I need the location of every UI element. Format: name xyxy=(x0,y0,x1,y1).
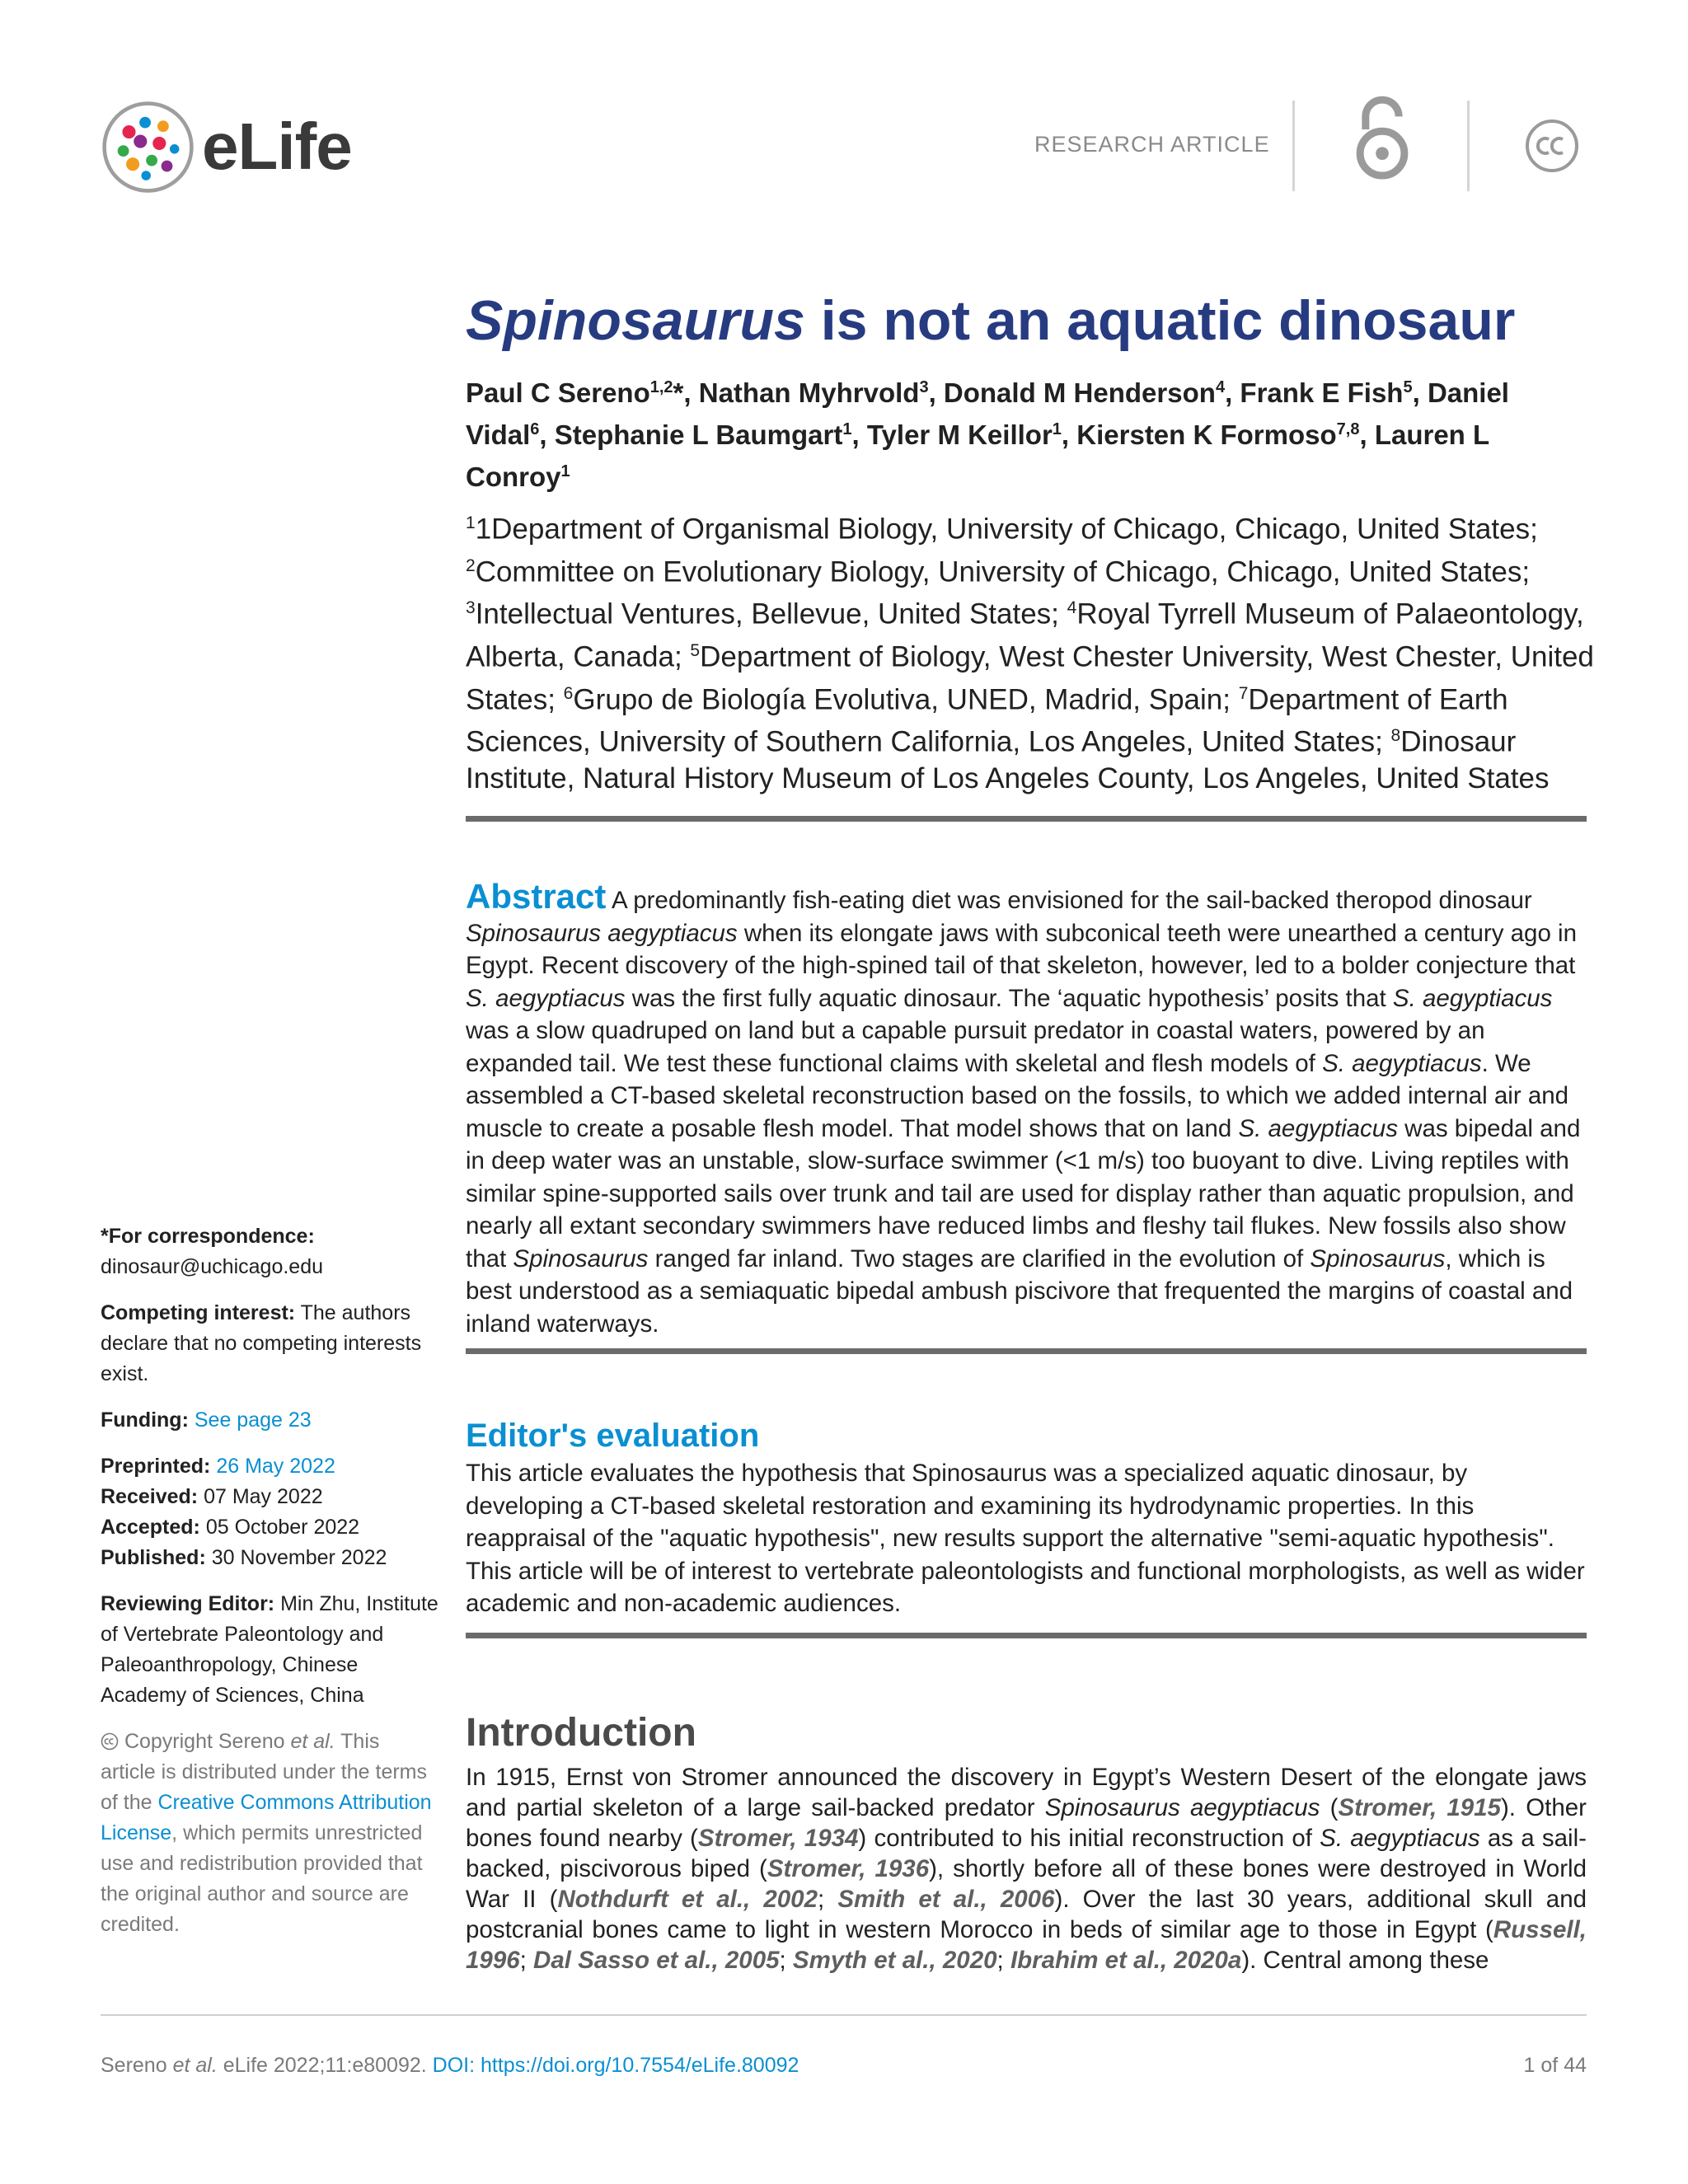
author-affiliation-marker: 1 xyxy=(842,420,852,438)
abstract-text: was a slow quadruped on land but a capable pursuit predator in coastal waters, powered by an expanded tail. We test these functional claims with skeletal and flesh models of xyxy=(466,1017,1485,1077)
author-separator: , xyxy=(539,419,555,450)
affiliation-number: 5 xyxy=(690,640,701,660)
published-label: Published: xyxy=(101,1546,206,1569)
author-affiliation-marker: 7,8 xyxy=(1336,420,1360,438)
creative-commons-icon xyxy=(1525,119,1579,173)
abstract-taxon: S. aegyptiacus xyxy=(1322,1049,1482,1077)
elife-logo-icon xyxy=(101,100,195,194)
footer-journal: eLife 2022;11:e80092. xyxy=(217,2054,433,2077)
affiliation-text: Committee on Evolutionary Biology, University of Chicago, Chicago, United States; xyxy=(475,555,1531,588)
author-affiliation-marker: 1,2 xyxy=(649,378,673,396)
author-separator: , xyxy=(928,377,944,408)
accepted-date: 05 October 2022 xyxy=(205,1516,360,1539)
citation-link[interactable]: Russell, 1996 xyxy=(466,1916,1587,1974)
affiliation-number: 1 xyxy=(466,513,476,532)
funding-block xyxy=(101,1405,438,1436)
affiliation-number: 6 xyxy=(563,683,574,703)
intro-text: In 1915, Ernst von Stromer announced the discovery in Egypt’s Western Desert of the elongate jaws and partial skeleton of a large sail-backed predator xyxy=(466,1764,1587,1821)
article-title xyxy=(466,288,1595,353)
intro-taxon: S. aegyptiacus xyxy=(1320,1825,1480,1852)
citation-link[interactable]: Ibrahim et al., 2020a xyxy=(1010,1947,1242,1974)
editors-evaluation-heading: Editor's evaluation xyxy=(466,1418,760,1454)
copyright-text: Copyright Sereno xyxy=(119,1730,291,1753)
funding-link[interactable]: See page 23 xyxy=(194,1408,312,1432)
copyright-text: This article is distributed under the terms of the xyxy=(101,1730,428,1814)
affiliation-text: Department of Earth Sciences, University of Southern California, Los Angeles, United States; xyxy=(466,683,1508,758)
competing-interest-label: Competing interest: xyxy=(101,1301,296,1324)
footer-citation xyxy=(101,2054,799,2078)
preprinted-date-link[interactable]: 26 May 2022 xyxy=(216,1455,335,1478)
section-rule xyxy=(466,1633,1587,1638)
accepted-label: Accepted: xyxy=(101,1516,200,1539)
author-affiliation-marker: 1 xyxy=(560,462,570,480)
copyright-text: , which permits unrestricted use and redistribution provided that the original author and source are credited. xyxy=(101,1821,423,1936)
abstract-taxon: Spinosaurus aegyptiacus xyxy=(466,919,738,947)
published-date: 30 November 2022 xyxy=(211,1546,387,1569)
competing-interest-text: The authors declare that no competing interests exist. xyxy=(101,1301,422,1385)
affiliation-text: Grupo de Biología Evolutiva, UNED, Madrid, Spain; xyxy=(573,683,1239,716)
correspondence-email[interactable]: dinosaur@uchicago.edu xyxy=(101,1255,324,1278)
intro-text: ), shortly before all of these bones were destroyed in World War II ( xyxy=(466,1855,1587,1913)
corresponding-author-marker: * xyxy=(673,377,684,408)
affiliation-text: Intellectual Ventures, Bellevue, United States; xyxy=(475,598,1067,630)
abstract-text: . We assembled a CT-based skeletal reconstruction based on the fossils, to which we added internal air and muscle to create a posable flesh model. That model shows that on land xyxy=(466,1049,1569,1142)
intro-text: ). Over the last 30 years, additional skull and postcranial bones came to light in western Morocco in beds of similar age to those in Egypt ( xyxy=(466,1886,1587,1943)
citation-link[interactable]: Smyth et al., 2020 xyxy=(792,1947,997,1974)
section-rule xyxy=(466,1348,1587,1354)
footer-author: Sereno xyxy=(101,2054,173,2077)
abstract-text: was the first fully aquatic dinosaur. The ‘aquatic hypothesis’ posits that xyxy=(625,984,1393,1012)
introduction-heading: Introduction xyxy=(466,1711,696,1755)
intro-text: ; xyxy=(996,1947,1010,1974)
creative-commons-small-icon xyxy=(101,1732,119,1750)
author-affiliation-marker: 6 xyxy=(530,420,540,438)
article-type-label: RESEARCH ARTICLE xyxy=(1034,132,1270,157)
abstract-text: , which is best understood as a semiaquatic bipedal ambush piscivore that frequented the margins of coastal and inland waterways. xyxy=(466,1244,1573,1338)
author-separator: , xyxy=(1225,377,1240,408)
affiliation-list xyxy=(466,505,1595,797)
citation-link[interactable]: Nothdurft et al., 2002 xyxy=(557,1886,818,1913)
abstract-taxon: Spinosaurus xyxy=(1310,1244,1446,1272)
affiliation-number: 2 xyxy=(466,555,476,575)
abstract-taxon: Spinosaurus xyxy=(513,1244,649,1272)
header-divider xyxy=(1467,101,1470,191)
title-rest: is not an aquatic dinosaur xyxy=(804,289,1516,352)
competing-interest-block xyxy=(101,1298,438,1390)
citation-link[interactable]: Stromer, 1936 xyxy=(767,1855,930,1882)
author-name[interactable]: Kiersten K Formoso xyxy=(1076,419,1337,450)
author-name[interactable]: Frank E Fish xyxy=(1240,377,1404,408)
affiliation-number: 8 xyxy=(1390,726,1401,746)
editors-evaluation-body: This article evaluates the hypothesis that Spinosaurus was a specialized aquatic dinosaur, by developing a CT-based skeletal restoration and examining its hydrodynamic properties. In this reappraisal of the "aquatic hypothesis", new results support the alternative "semi-aquatic hypothesis". This article will be of interest to vertebrate paleontologists and functional morphologists, as well as wider academic and non-academic audiences. xyxy=(466,1460,1585,1617)
citation-link[interactable]: Dal Sasso et al., 2005 xyxy=(533,1947,780,1974)
author-affiliation-marker: 5 xyxy=(1403,378,1413,396)
elife-logo-text: eLife xyxy=(202,110,352,183)
correspondence-block xyxy=(101,1221,438,1282)
affiliation-text: 1Department of Organismal Biology, University of Chicago, Chicago, United States; xyxy=(475,513,1538,546)
received-date: 07 May 2022 xyxy=(204,1485,323,1508)
author-separator: , xyxy=(1061,419,1077,450)
funding-label: Funding: xyxy=(101,1408,189,1432)
footer-rule xyxy=(101,2014,1587,2016)
author-name[interactable]: Donald M Henderson xyxy=(943,377,1216,408)
dates-block xyxy=(101,1451,438,1573)
footer-etal: et al. xyxy=(172,2054,218,2077)
intro-taxon: Spinosaurus aegyptiacus xyxy=(1044,1794,1320,1821)
title-genus: Spinosaurus xyxy=(466,289,805,352)
abstract-text: ranged far inland. Two stages are clarified in the evolution of xyxy=(648,1244,1311,1272)
author-separator: , xyxy=(1412,377,1428,408)
citation-link[interactable]: Smith et al., 2006 xyxy=(837,1886,1055,1913)
page-number: 1 of 44 xyxy=(1523,2054,1587,2077)
abstract-text: was bipedal and in deep water was an unstable, slow-surface swimmer (<1 m/s) too buoyant to dive. Living reptiles with similar spine-supported sails over trunk and tail are used for display rather than aquatic propulsion, and nearly all extant secondary swimmers have reduced limbs and fleshy tail flukes. New fossils also show that xyxy=(466,1114,1581,1272)
author-list xyxy=(466,369,1595,495)
author-name[interactable]: Stephanie L Baumgart xyxy=(554,419,843,450)
elife-logo[interactable] xyxy=(101,97,414,196)
affiliation-number: 3 xyxy=(466,598,476,618)
citation-link[interactable]: Stromer, 1915 xyxy=(1338,1794,1501,1821)
intro-text: ( xyxy=(1320,1794,1339,1821)
author-separator: , xyxy=(683,377,699,408)
author-name[interactable]: Tyler M Keillor xyxy=(866,419,1053,450)
intro-text: ). Central among these xyxy=(1241,1947,1489,1974)
introduction-body xyxy=(466,1762,1587,1975)
intro-text: ; xyxy=(818,1886,838,1913)
copyright-etal: et al. xyxy=(290,1730,335,1753)
affiliation-text: Royal Tyrrell Museum of Palaeontology, Alberta, Canada; xyxy=(466,598,1584,673)
intro-text: ). Other bones found nearby ( xyxy=(466,1794,1587,1852)
intro-text: ; xyxy=(779,1947,793,1974)
reviewing-editor-block xyxy=(101,1589,438,1711)
received-label: Received: xyxy=(101,1485,199,1508)
intro-text: ; xyxy=(519,1947,534,1974)
author-separator: , xyxy=(851,419,867,450)
abstract xyxy=(466,877,1587,1340)
abstract-heading: Abstract xyxy=(466,877,607,916)
abstract-text: A predominantly fish-eating diet was envisioned for the sail-backed theropod dinosaur xyxy=(606,887,1532,914)
intro-text: as a sail-backed, piscivorous biped ( xyxy=(466,1825,1587,1882)
affiliation-text: Dinosaur Institute, Natural History Museum of Los Angeles County, Los Angeles, United States xyxy=(466,725,1550,794)
abstract-text: when its elongate jaws with subconical teeth were unearthed a century ago in Egypt. Recent discovery of the high-spined tail of that skeleton, however, led to a bolder conjecture that xyxy=(466,919,1578,979)
author-name[interactable]: Paul C Sereno xyxy=(466,377,650,408)
doi-link[interactable]: DOI: https://doi.org/10.7554/eLife.80092 xyxy=(432,2054,799,2077)
cc-license-link[interactable]: Creative Commons Attribution License xyxy=(101,1791,432,1844)
preprinted-label: Preprinted: xyxy=(101,1455,211,1478)
article-sidebar xyxy=(101,1221,438,1956)
abstract-taxon: S. aegyptiacus xyxy=(1238,1114,1398,1142)
author-name[interactable]: Nathan Myhrvold xyxy=(698,377,920,408)
author-affiliation-marker: 3 xyxy=(919,378,929,396)
author-name[interactable]: Daniel Vidal xyxy=(466,377,1509,450)
citation-link[interactable]: Stromer, 1934 xyxy=(697,1825,859,1852)
header-divider xyxy=(1292,101,1295,191)
author-affiliation-marker: 1 xyxy=(1052,420,1062,438)
open-access-icon xyxy=(1345,91,1419,183)
author-name[interactable]: Lauren L Conroy xyxy=(466,419,1489,492)
affiliation-text: Department of Biology, West Chester University, West Chester, United States; xyxy=(466,640,1594,716)
author-separator: , xyxy=(1359,419,1375,450)
intro-text: ) contributed to his initial reconstruction of xyxy=(858,1825,1320,1852)
correspondence-label: *For correspondence: xyxy=(101,1225,315,1248)
reviewing-editor-text: Min Zhu, Institute of Vertebrate Paleontology and Paleoanthropology, Chinese Academy of Sciences, China xyxy=(101,1592,438,1707)
abstract-taxon: S. aegyptiacus xyxy=(466,984,626,1012)
reviewing-editor-label: Reviewing Editor: xyxy=(101,1592,275,1615)
copyright-block xyxy=(101,1727,438,1940)
author-affiliation-marker: 4 xyxy=(1215,378,1226,396)
abstract-taxon: S. aegyptiacus xyxy=(1392,984,1553,1012)
affiliation-number: 4 xyxy=(1067,598,1077,618)
affiliation-number: 7 xyxy=(1238,683,1249,703)
section-rule xyxy=(466,816,1587,822)
